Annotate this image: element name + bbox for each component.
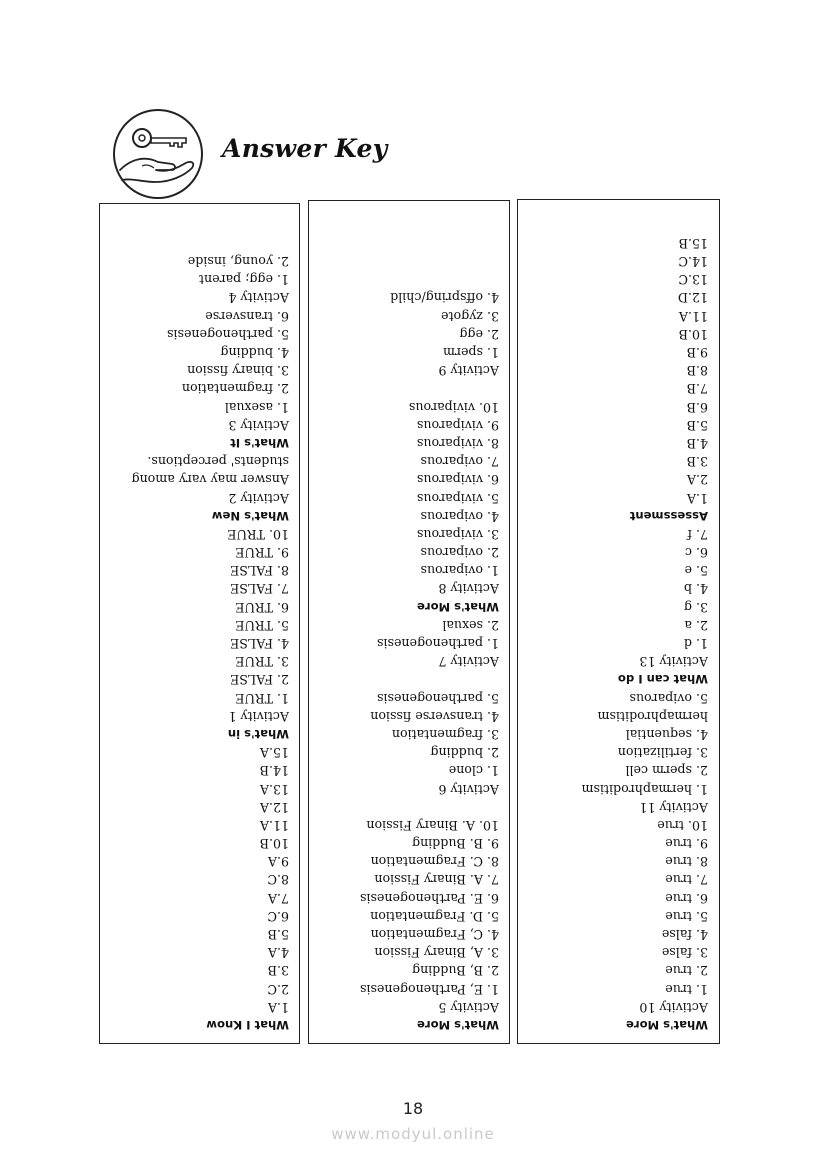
- answer-line: 2. egg: [459, 326, 499, 342]
- answer-line: Activity 3: [228, 417, 289, 433]
- key-in-hand-icon: [112, 108, 204, 200]
- answer-line: 8. true: [665, 854, 708, 870]
- answer-column-1: [99, 203, 300, 1044]
- answer-line: 3.B: [267, 963, 289, 979]
- answer-line: 7. true: [665, 872, 708, 888]
- answer-line: 1.A: [267, 999, 289, 1015]
- answer-line: 5. e: [684, 563, 708, 579]
- spacer: [317, 379, 499, 397]
- answer-line: 5. viviparous: [416, 490, 499, 506]
- answer-line: 9.B: [686, 345, 708, 361]
- answer-line: Activity 13: [639, 654, 708, 670]
- answer-line: 2. true: [665, 963, 708, 979]
- rotated-content: [518, 200, 719, 1043]
- answer-line: 4.A: [267, 945, 289, 961]
- answer-line: 8. C. Fragmentation: [370, 854, 499, 870]
- answer-line: 2. sperm cell: [625, 763, 708, 779]
- answer-line: 2. FALSE: [230, 672, 289, 688]
- page-title: Answer Key: [222, 134, 388, 163]
- answer-line: 3. fragmentation: [391, 727, 499, 742]
- answer-line: Activity 7: [438, 654, 499, 670]
- answer-line: 4. sequential: [625, 727, 708, 742]
- answer-line: 7.B: [686, 381, 708, 397]
- answer-line: 9.A: [267, 854, 289, 870]
- answer-line: 3. binary fission: [187, 363, 289, 379]
- answer-line: 4. oviparous: [420, 508, 499, 524]
- answer-line: 3. fertilization: [617, 745, 708, 761]
- answer-line: 5. true: [665, 908, 708, 924]
- rotated-content: [309, 201, 509, 1043]
- answer-line: 12.A: [259, 799, 289, 815]
- section-heading: What I Know: [206, 1018, 289, 1032]
- answer-line: 5. TRUE: [235, 617, 289, 633]
- answer-line: 4. budding: [220, 345, 289, 361]
- answer-line: 6.C: [267, 908, 289, 924]
- answer-line: Activity 9: [438, 363, 499, 379]
- section-heading: What's More: [626, 1018, 708, 1032]
- answer-line: 8. viviparous: [416, 436, 499, 451]
- answer-line: 6.B: [686, 399, 708, 415]
- answer-line: 4. false: [661, 927, 708, 943]
- section-heading: What can I do: [617, 672, 708, 687]
- answer-line: 14.C: [678, 254, 708, 270]
- answer-line: 11.A: [259, 817, 289, 833]
- answer-line: Activity 11: [639, 799, 708, 815]
- answer-line: 7. oviparous: [420, 454, 499, 470]
- answer-line: Activity 10: [639, 999, 708, 1015]
- answer-list: [317, 201, 499, 1034]
- answer-line: 1. E, Parthenogenesis: [359, 981, 499, 997]
- answer-line: 9. true: [665, 836, 708, 852]
- answer-line: Answer may vary among: [131, 472, 289, 488]
- answer-line: Activity 1: [228, 708, 289, 724]
- answer-line: Activity 6: [438, 781, 499, 797]
- answer-line: 1.A: [686, 490, 708, 506]
- answer-line: 4.B: [686, 436, 708, 451]
- answer-line: 2. oviparous: [420, 545, 499, 561]
- answer-line: 9. viviparous: [416, 417, 499, 433]
- page-number: 18: [402, 1099, 424, 1118]
- section-heading: Assessment: [629, 508, 708, 523]
- answer-line: 3. viviparous: [416, 526, 499, 542]
- answer-line: 10.B: [259, 836, 289, 852]
- answer-line: 9. TRUE: [235, 545, 289, 561]
- answer-line: 6. E. Parthenogenesis: [359, 890, 499, 906]
- answer-line: 11.A: [678, 308, 708, 324]
- answer-line: 1. asexual: [224, 399, 289, 415]
- answer-line: 3.B: [686, 454, 708, 470]
- answer-line: 3. TRUE: [235, 654, 289, 670]
- answer-line: 7. A. Binary Fission: [374, 872, 499, 888]
- answer-line: 1. oviparous: [420, 563, 499, 579]
- answer-line: 10.B: [678, 326, 708, 342]
- answer-line: 4. transverse fission: [370, 708, 499, 724]
- section-heading: What's It: [230, 436, 289, 450]
- answer-line: 2. B, Budding: [412, 963, 499, 979]
- answer-line: 2. a: [684, 617, 708, 633]
- answer-line: Activity 4: [228, 290, 289, 306]
- answer-line: 1. hermaphroditism: [581, 781, 708, 797]
- answer-line: 3. zygote: [441, 308, 499, 324]
- answer-list: [108, 204, 289, 1034]
- answer-line: 3. false: [661, 945, 708, 961]
- answer-line: 13.C: [678, 272, 708, 288]
- answer-line: 2. fragmentation: [181, 381, 289, 397]
- answer-line: 2. sexual: [442, 617, 499, 633]
- answer-line: 14.B: [259, 763, 289, 779]
- answer-line: 1. parthenogenesis: [377, 636, 499, 652]
- answer-line: 10. A. Binary Fission: [366, 817, 499, 833]
- answer-line: 15.B: [678, 235, 708, 251]
- answer-line: 7. f: [687, 526, 708, 542]
- answer-line: 4. FALSE: [230, 636, 289, 652]
- answer-line: 4. offspring/child: [390, 290, 499, 306]
- answer-line: 6. viviparous: [416, 472, 499, 488]
- answer-line: students' perceptions.: [147, 454, 289, 470]
- answer-line: 15.A: [259, 745, 289, 761]
- answer-line: 6. c: [684, 545, 708, 561]
- answer-line: 2. young, inside: [187, 254, 289, 270]
- answer-line: 10. true: [657, 817, 708, 833]
- answer-line: 1. clone: [448, 763, 499, 779]
- answer-line: 2.C: [267, 981, 289, 997]
- answer-line: 5.B: [267, 927, 289, 943]
- answer-line: 1. sperm: [443, 345, 499, 361]
- answer-line: 1. d: [683, 636, 708, 652]
- answer-line: 10. viviparous: [408, 399, 499, 415]
- answer-line: 6. true: [665, 890, 708, 906]
- answer-list: [526, 200, 708, 1034]
- answer-line: 8.C: [267, 872, 289, 888]
- answer-line: 7. FALSE: [230, 581, 289, 597]
- answer-line: 10. TRUE: [227, 526, 289, 542]
- answer-column-3: [517, 199, 720, 1044]
- answer-line: 7.A: [267, 890, 289, 906]
- answer-line: 3. A, Binary Fission: [374, 945, 499, 961]
- watermark: www.modyul.online: [331, 1125, 495, 1143]
- answer-line: Activity 5: [438, 999, 499, 1015]
- answer-line: 1. TRUE: [235, 690, 289, 706]
- answer-line: 1. egg; parent: [198, 272, 289, 288]
- answer-line: Activity 2: [228, 490, 289, 506]
- answer-line: 5. parthenogenesis: [377, 690, 499, 706]
- answer-line: 6. transverse: [205, 308, 289, 324]
- section-heading: What's More: [417, 599, 499, 614]
- spacer: [317, 798, 499, 816]
- answer-line: 4. b: [683, 581, 708, 597]
- rotated-content: [100, 204, 299, 1043]
- section-heading: What's in: [227, 727, 289, 741]
- answer-line: 13.A: [259, 781, 289, 797]
- answer-column-2: [308, 200, 510, 1044]
- answer-line: 1. true: [665, 981, 708, 997]
- answer-line: 5. oviparous: [629, 690, 708, 706]
- answer-line: 12.D: [677, 290, 708, 306]
- answer-line: 4. C, Fragmentation: [370, 927, 499, 943]
- answer-line: hermaphroditism: [597, 708, 708, 724]
- answer-line: 3. g: [683, 599, 708, 615]
- answer-line: 6. TRUE: [235, 599, 289, 615]
- answer-line: 2. budding: [430, 745, 499, 761]
- answer-line: 9. B. Budding: [412, 836, 499, 852]
- section-heading: What's New: [211, 508, 289, 523]
- answer-line: 5.B: [686, 417, 708, 433]
- answer-line: 5. D. Fragmentation: [370, 908, 499, 924]
- spacer: [317, 670, 499, 688]
- answer-line: Activity 8: [438, 581, 499, 597]
- answer-line: 8. FALSE: [230, 563, 289, 579]
- answer-line: 8.B: [686, 363, 708, 379]
- answer-line: 2.A: [686, 472, 708, 488]
- answer-line: 5. parthenogenesis: [167, 326, 289, 342]
- section-heading: What's More: [417, 1018, 499, 1032]
